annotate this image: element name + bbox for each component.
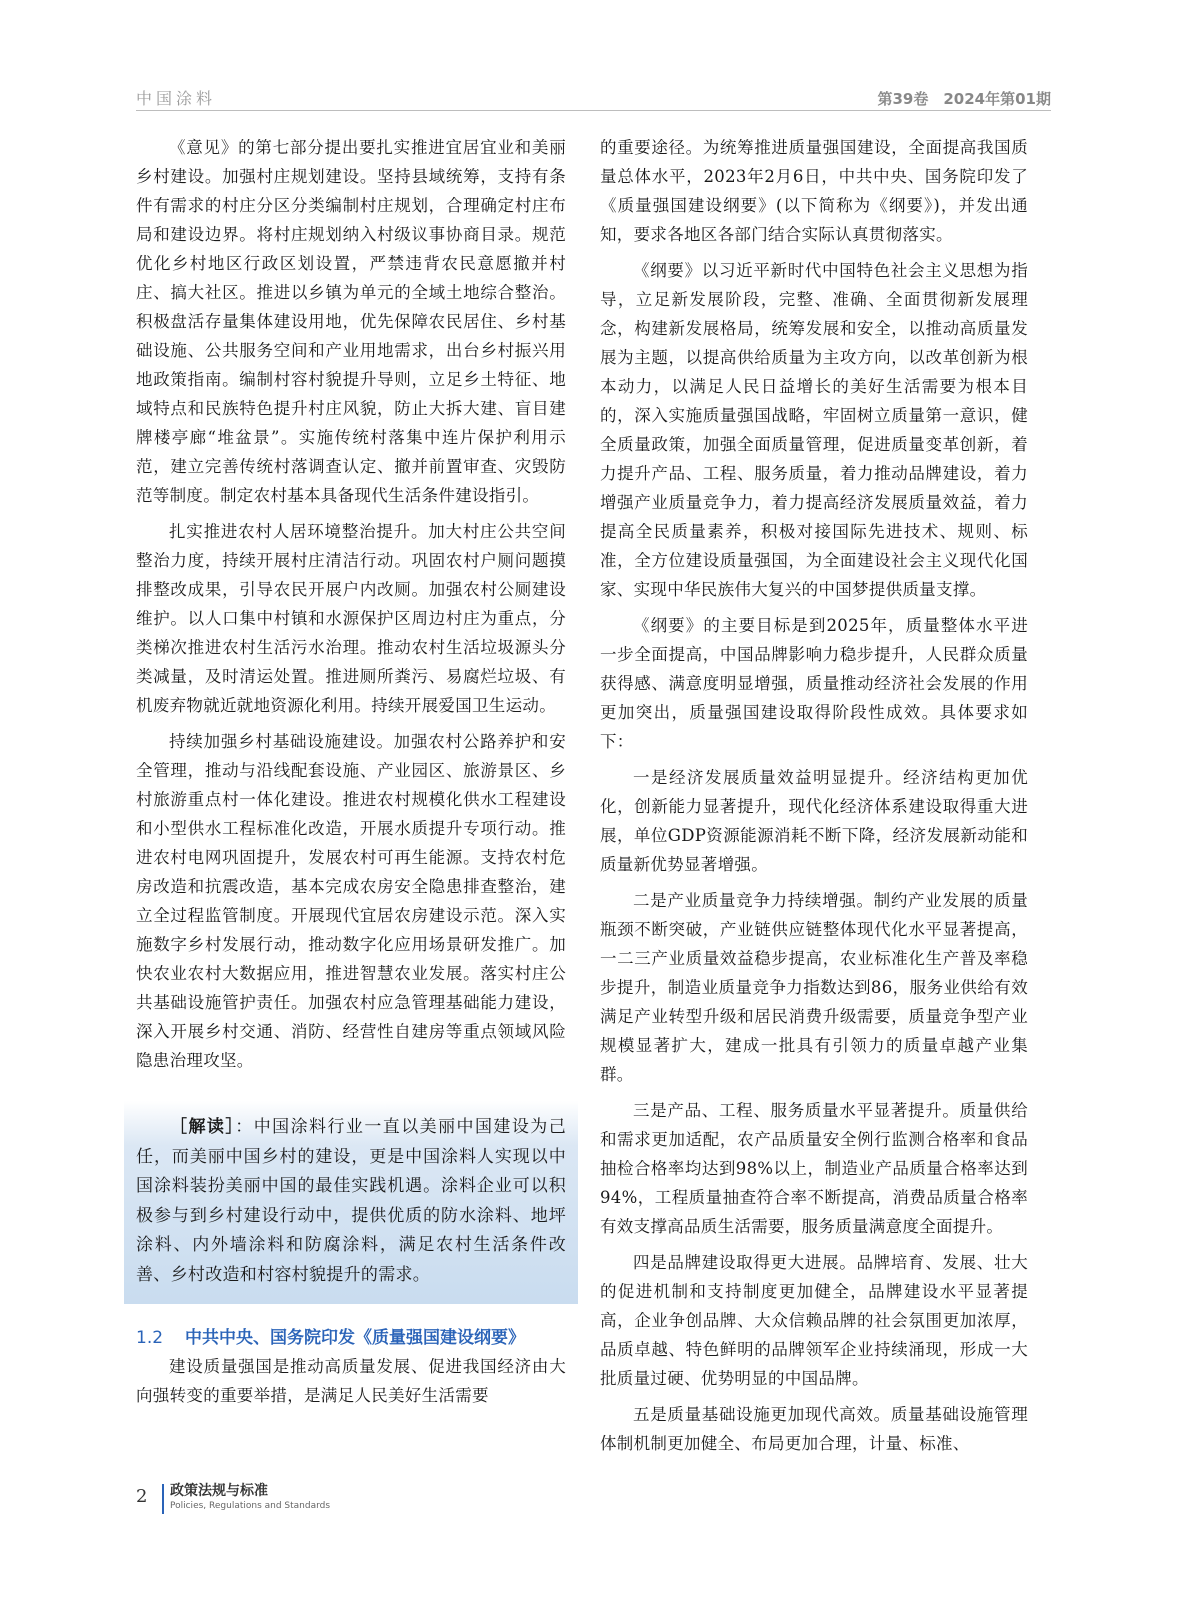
section-title: 中共中央、国务院印发《质量强国建设纲要》 xyxy=(185,1328,526,1348)
header-divider xyxy=(136,110,1051,111)
paragraph-continuation: 的重要途径。为统筹推进质量强国建设，全面提高我国质量总体水平，2023年2月6日，中共中央、国务院印发了《质量强国建设纲要》(以下简称为《纲要》)，并发出通知，要求各地区各部门结合实际认真贯彻落实。 xyxy=(600,138,1028,244)
page-header xyxy=(136,82,1051,110)
issue-info: 第39卷 2024年第01期 xyxy=(877,90,1051,108)
interpretation-paragraph xyxy=(136,1113,566,1290)
footer-section-title: 政策法规与标准 xyxy=(170,1483,268,1499)
paragraph: 《纲要》以习近平新时代中国特色社会主义思想为指导，立足新发展阶段，完整、准确、全面贯彻新发展理念，构建新发展格局，统筹发展和安全，以推动高质量发展为主题，以提高供给质量为主攻方向，以改革创新为根本动力，以满足人民日益增长的美好生活需要为根本目的，深入实施质量强国战略，牢固树立质量第一意识，健全质量政策，加强全面质量管理，促进质量变革创新，着力提升产品、工程、服务质量，着力推动品牌建设，着力增强产业质量竞争力，着力提高经济发展质量效益，着力提高全民质量素养，积极对接国际先进技术、规则、标准，全方位建设质量强国，为全面建设社会主义现代化国家、实现中华民族伟大复兴的中国梦提供质量支撑。 xyxy=(600,261,1028,599)
paragraph: 二是产业质量竞争力持续增强。制约产业发展的质量瓶颈不断突破，产业链供应链整体现代化水平显著提高，一二三产业质量效益稳步提高，农业标准化生产普及率稳步提升，制造业质量竞争力指数达到86，服务业供给有效满足产业转型升级和居民消费升级需要，质量竞争型产业规模显著扩大，建成一批具有引领力的质量卓越产业集群。 xyxy=(600,891,1028,1084)
paragraph: 持续加强乡村基础设施建设。加强农村公路养护和安全管理，推动与沿线配套设施、产业园区、旅游景区、乡村旅游重点村一体化建设。推进农村规模化供水工程建设和小型供水工程标准化改造，开展水质提升专项行动。推进农村电网巩固提升，发展农村可再生能源。支持农村危房改造和抗震改造，基本完成农房安全隐患排查整治，建立全过程监管制度。开展现代宜居农房建设示范。深入实施数字乡村发展行动，推动数字化应用场景研发推广。加快农业农村大数据应用，推进智慧农业发展。落实村庄公共基础设施管护责任。加强农村应急管理基础能力建设，深入开展乡村交通、消防、经营性自建房等重点领域风险隐患治理攻坚。 xyxy=(136,732,566,1070)
paragraph: 《纲要》的主要目标是到2025年，质量整体水平进一步全面提高，中国品牌影响力稳步提升，人民群众质量获得感、满意度明显增强，质量推动经济社会发展的作用更加突出，质量强国建设取得阶段性成效。具体要求如下： xyxy=(600,616,1028,751)
right-column xyxy=(600,133,1028,1458)
journal-name: 中国涂料 xyxy=(136,89,217,108)
page-number: 2 xyxy=(136,1486,148,1507)
interpretation-text: ：中国涂料行业一直以美丽中国建设为己任，而美丽中国乡村的建设，更是中国涂料人实现以中国涂料装扮美丽中国的最佳实践机遇。涂料企业可以积极参与到乡村建设行动中，提供优质的防水涂料、地坪涂料、内外墙涂料和防腐涂料，满足农村生活条件改善、乡村改造和村容村貌提升的需求。 xyxy=(136,1117,567,1285)
section-heading xyxy=(136,1324,566,1352)
paragraph: 四是品牌建设取得更大进展。品牌培育、发展、壮大的促进机制和支持制度更加健全，品牌建设水平显著提高，企业争创品牌、大众信赖品牌的社会氛围更加浓厚，品质卓越、特色鲜明的品牌领军企业持续涌现，形成一大批质量过硬、优势明显的中国品牌。 xyxy=(600,1253,1028,1388)
paragraph: 三是产品、工程、服务质量水平显著提升。质量供给和需求更加适配，农产品质量安全例行监测合格率和食品抽检合格率均达到98%以上，制造业产品质量合格率达到94%，工程质量抽查符合率不断提高，消费品质量合格率有效支撑高品质生活需要，服务质量满意度全面提升。 xyxy=(600,1101,1028,1236)
interpretation-box xyxy=(124,1101,578,1304)
paragraph: 五是质量基础设施更加现代高效。质量基础设施管理体制机制更加健全、布局更加合理，计量、标准、 xyxy=(600,1405,1028,1453)
footer-divider xyxy=(162,1484,164,1514)
paragraph: 《意见》的第七部分提出要扎实推进宜居宜业和美丽乡村建设。加强村庄规划建设。坚持县域统筹，支持有条件有需求的村庄分区分类编制村庄规划，合理确定村庄布局和建设边界。将村庄规划纳入村级议事协商目录。规范优化乡村地区行政区划设置，严禁违背农民意愿撤并村庄、搞大社区。推进以乡镇为单元的全域土地综合整治。积极盘活存量集体建设用地，优先保障农民居住、乡村基础设施、公共服务空间和产业用地需求，出台乡村振兴用地政策指南。编制村容村貌提升导则，立足乡土特征、地域特点和民族特色提升村庄风貌，防止大拆大建、盲目建牌楼亭廊“堆盆景”。实施传统村落集中连片保护利用示范，建立完善传统村落调查认定、撤并前置审查、灾毁防范等制度。制定农村基本具备现代生活条件建设指引。 xyxy=(136,138,566,505)
paragraph: 一是经济发展质量效益明显提升。经济结构更加优化，创新能力显著提升，现代化经济体系建设取得重大进展，单位GDP资源能源消耗不断下降，经济发展新动能和质量新优势显著增强。 xyxy=(600,768,1028,874)
left-column xyxy=(136,133,566,1410)
paragraph: 扎实推进农村人居环境整治提升。加大村庄公共空间整治力度，持续开展村庄清洁行动。巩固农村户厕问题摸排整改成果，引导农民开展户内改厕。加强农村公厕建设维护。以人口集中村镇和水源保护区周边村庄为重点，分类梯次推进农村生活污水治理。推动农村生活垃圾源头分类减量，及时清运处置。推进厕所粪污、易腐烂垃圾、有机废弃物就近就地资源化利用。持续开展爱国卫生运动。 xyxy=(136,522,566,715)
footer-section-subtitle: Policies, Regulations and Standards xyxy=(170,1501,331,1511)
section-number: 1.2 xyxy=(136,1328,164,1348)
interpretation-tag: ［解读］ xyxy=(170,1117,236,1137)
paragraph: 建设质量强国是推动高质量发展、促进我国经济由大向强转变的重要举措，是满足人民美好生活需要 xyxy=(136,1357,566,1405)
